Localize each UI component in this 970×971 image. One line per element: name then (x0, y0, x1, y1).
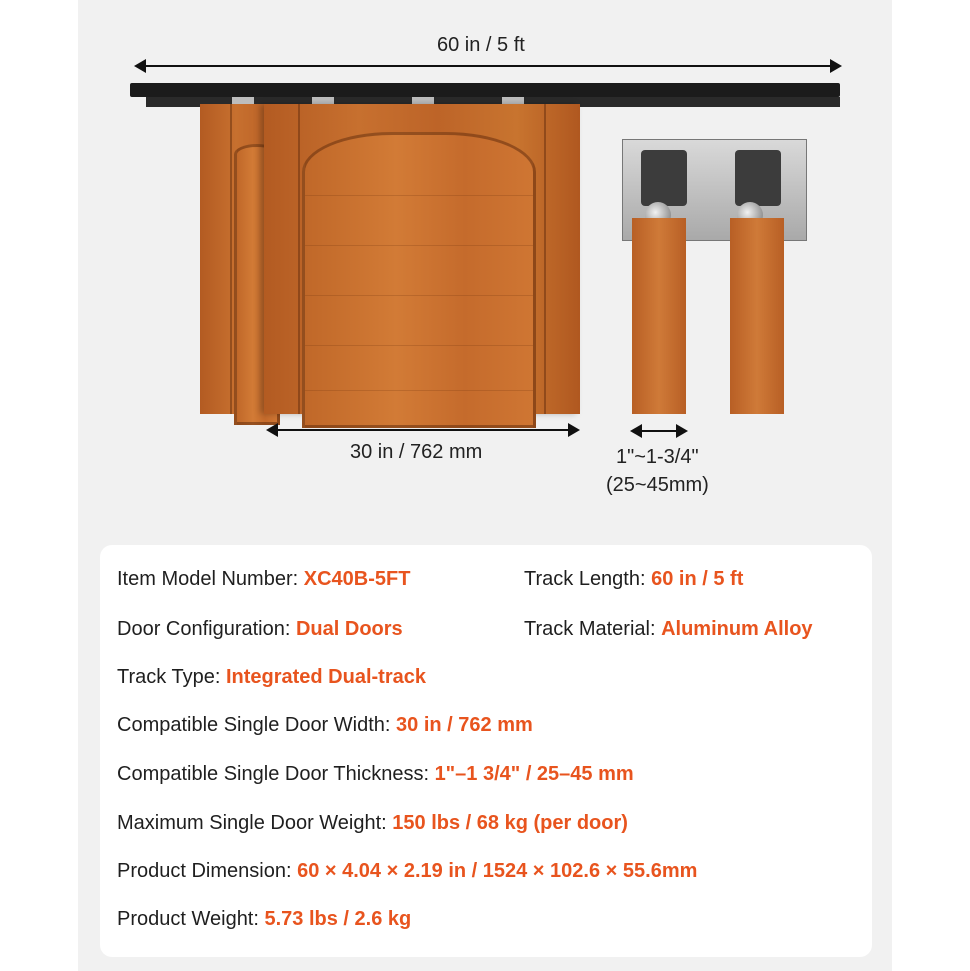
door-thickness-arrow (632, 430, 686, 432)
thin-door-right (730, 218, 784, 414)
spec-product-dimension: Product Dimension: 60 × 4.04 × 2.19 in / 1524 × 102.6 × 55.6mm (117, 860, 698, 882)
door-raised-panel (302, 132, 536, 428)
spec-track-type: Track Type: Integrated Dual-track (117, 666, 426, 688)
door-width-label: 30 in / 762 mm (350, 441, 483, 463)
door-thickness-in-label: 1"~1-3/4" (616, 446, 699, 468)
thin-door-left (632, 218, 686, 414)
spec-model-number: Item Model Number: XC40B-5FT (117, 568, 411, 590)
track-length-label: 60 in / 5 ft (437, 34, 525, 56)
spec-door-thickness: Compatible Single Door Thickness: 1"–1 3/4" / 25–45 mm (117, 763, 634, 785)
front-door (264, 104, 580, 414)
barn-door-track (130, 83, 840, 97)
specifications-card (100, 545, 872, 957)
track-length-arrow (136, 65, 840, 67)
spec-door-configuration: Door Configuration: Dual Doors (117, 618, 403, 640)
spec-door-width: Compatible Single Door Width: 30 in / 762 mm (117, 714, 533, 736)
spec-product-weight: Product Weight: 5.73 lbs / 2.6 kg (117, 908, 412, 930)
door-width-arrow (268, 429, 578, 431)
spec-max-door-weight: Maximum Single Door Weight: 150 lbs / 68 kg (per door) (117, 812, 628, 834)
door-thickness-mm-label: (25~45mm) (606, 474, 709, 496)
spec-track-material: Track Material: Aluminum Alloy (524, 618, 813, 640)
spec-track-length: Track Length: 60 in / 5 ft (524, 568, 744, 590)
